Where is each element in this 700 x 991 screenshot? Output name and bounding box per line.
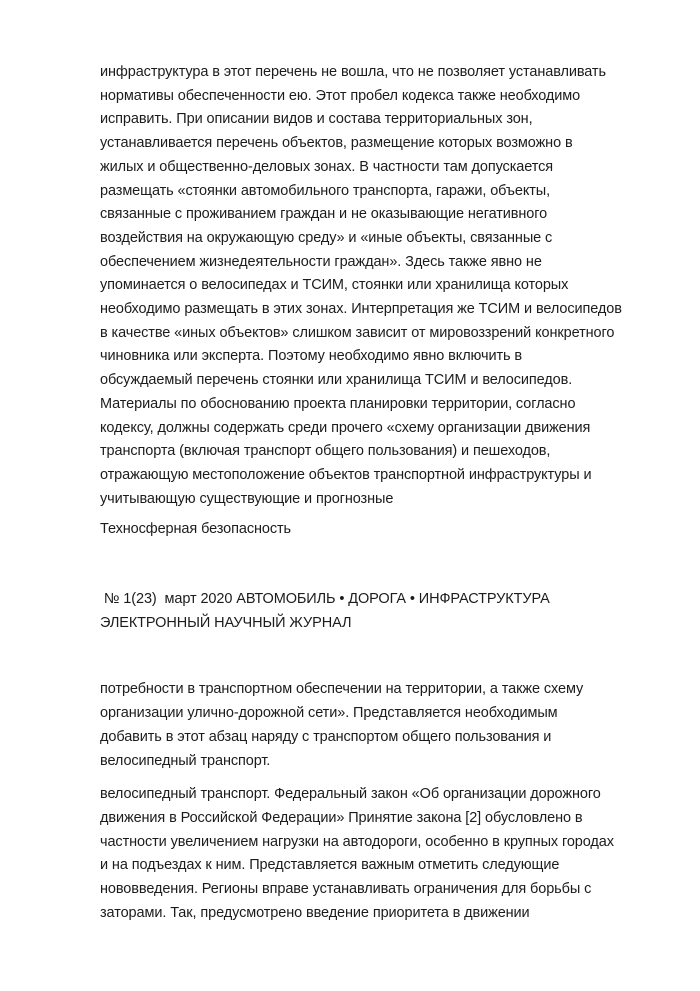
text-line: чиновника или эксперта. Поэтому необходимо явно включить в	[100, 348, 522, 365]
text-line: организации улично-дорожной сети». Представляется необходимым	[100, 705, 558, 722]
text-line: Техносферная безопасность	[100, 521, 291, 538]
body-paragraph-federal-law	[100, 783, 642, 925]
text-line: учитывающую существующие и прогнозные	[100, 490, 394, 507]
text-line: необходимо размещать в этих зонах. Интерпретация же ТСИМ и велосипедов	[100, 301, 622, 318]
text-line: инфраструктура в этот перечень не вошла, что не позволяет устанавливать	[100, 64, 606, 80]
text-line: обеспечением жизнедеятельности граждан». Здесь также явно не	[100, 253, 542, 270]
text-line: № 1(23) март 2020 АВТОМОБИЛЬ • ДОРОГА • ИНФРАСТРУКТУРА	[100, 591, 550, 608]
text-line: частности увеличением нагрузки на автодороги, особенно в крупных городах	[100, 833, 614, 850]
body-paragraph-regulations	[100, 61, 642, 511]
text-line: исправить. При описании видов и состава территориальных зон,	[100, 111, 533, 128]
text-line: велосипедный транспорт.	[100, 752, 271, 769]
text-line: обсуждаемый перечень стоянки или хранилища ТСИМ и велосипедов.	[100, 372, 573, 389]
text-line: потребности в транспортном обеспечении на территории, а также схему	[100, 681, 584, 698]
text-line: движения в Российской Федерации» Принятие закона [2] обусловлено в	[100, 809, 583, 826]
text-line: жилых и общественно-деловых зонах. В частности там допускается	[100, 158, 554, 175]
text-line: ЭЛЕКТРОННЫЙ НАУЧНЫЙ ЖУРНАЛ	[100, 614, 352, 631]
body-paragraph-transport-needs	[100, 678, 642, 773]
text-line: велосипедный транспорт. Федеральный закон «Об организации дорожного	[100, 786, 601, 803]
text-line: и на подъездах к ним. Представляется важным отметить следующие	[100, 857, 560, 874]
text-line: в качестве «иных объектов» слишком зависит от мировоззрений конкретного	[100, 324, 615, 341]
text-line: нововведения. Регионы вправе устанавливать ограничения для борьбы с	[100, 881, 592, 898]
text-line: упоминается о велосипедах и ТСИМ, стоянки или хранилища которых	[100, 277, 569, 294]
text-line: воздействия на окружающую среду» и «иные объекты, связанные с	[100, 229, 553, 246]
text-line: добавить в этот абзац наряду с транспортом общего пользования и	[100, 728, 552, 745]
text-line: отражающую местоположение объектов транспортной инфраструктуры и	[100, 466, 592, 483]
text-line: кодексу, должны содержать среди прочего «схему организации движения	[100, 419, 591, 436]
text-line: связанные с проживанием граждан и не оказывающие негативного	[100, 206, 548, 223]
text-line: нормативы обеспеченности ею. Этот пробел кодекса также необходимо	[100, 87, 581, 104]
journal-header	[100, 588, 642, 635]
text-line: размещать «стоянки автомобильного транспорта, гаражи, объекты,	[100, 182, 551, 199]
text-line: заторами. Так, предусмотрено введение приоритета в движении	[100, 904, 530, 921]
text-line: транспорта (включая транспорт общего пользования) и пешеходов,	[100, 443, 551, 460]
text-column	[100, 61, 642, 926]
text-line: Материалы по обоснованию проекта планировки территории, согласно	[100, 395, 576, 412]
text-line: устанавливается перечень объектов, размещение которых возможно в	[100, 135, 573, 152]
section-label-technosphere-safety	[100, 518, 642, 542]
